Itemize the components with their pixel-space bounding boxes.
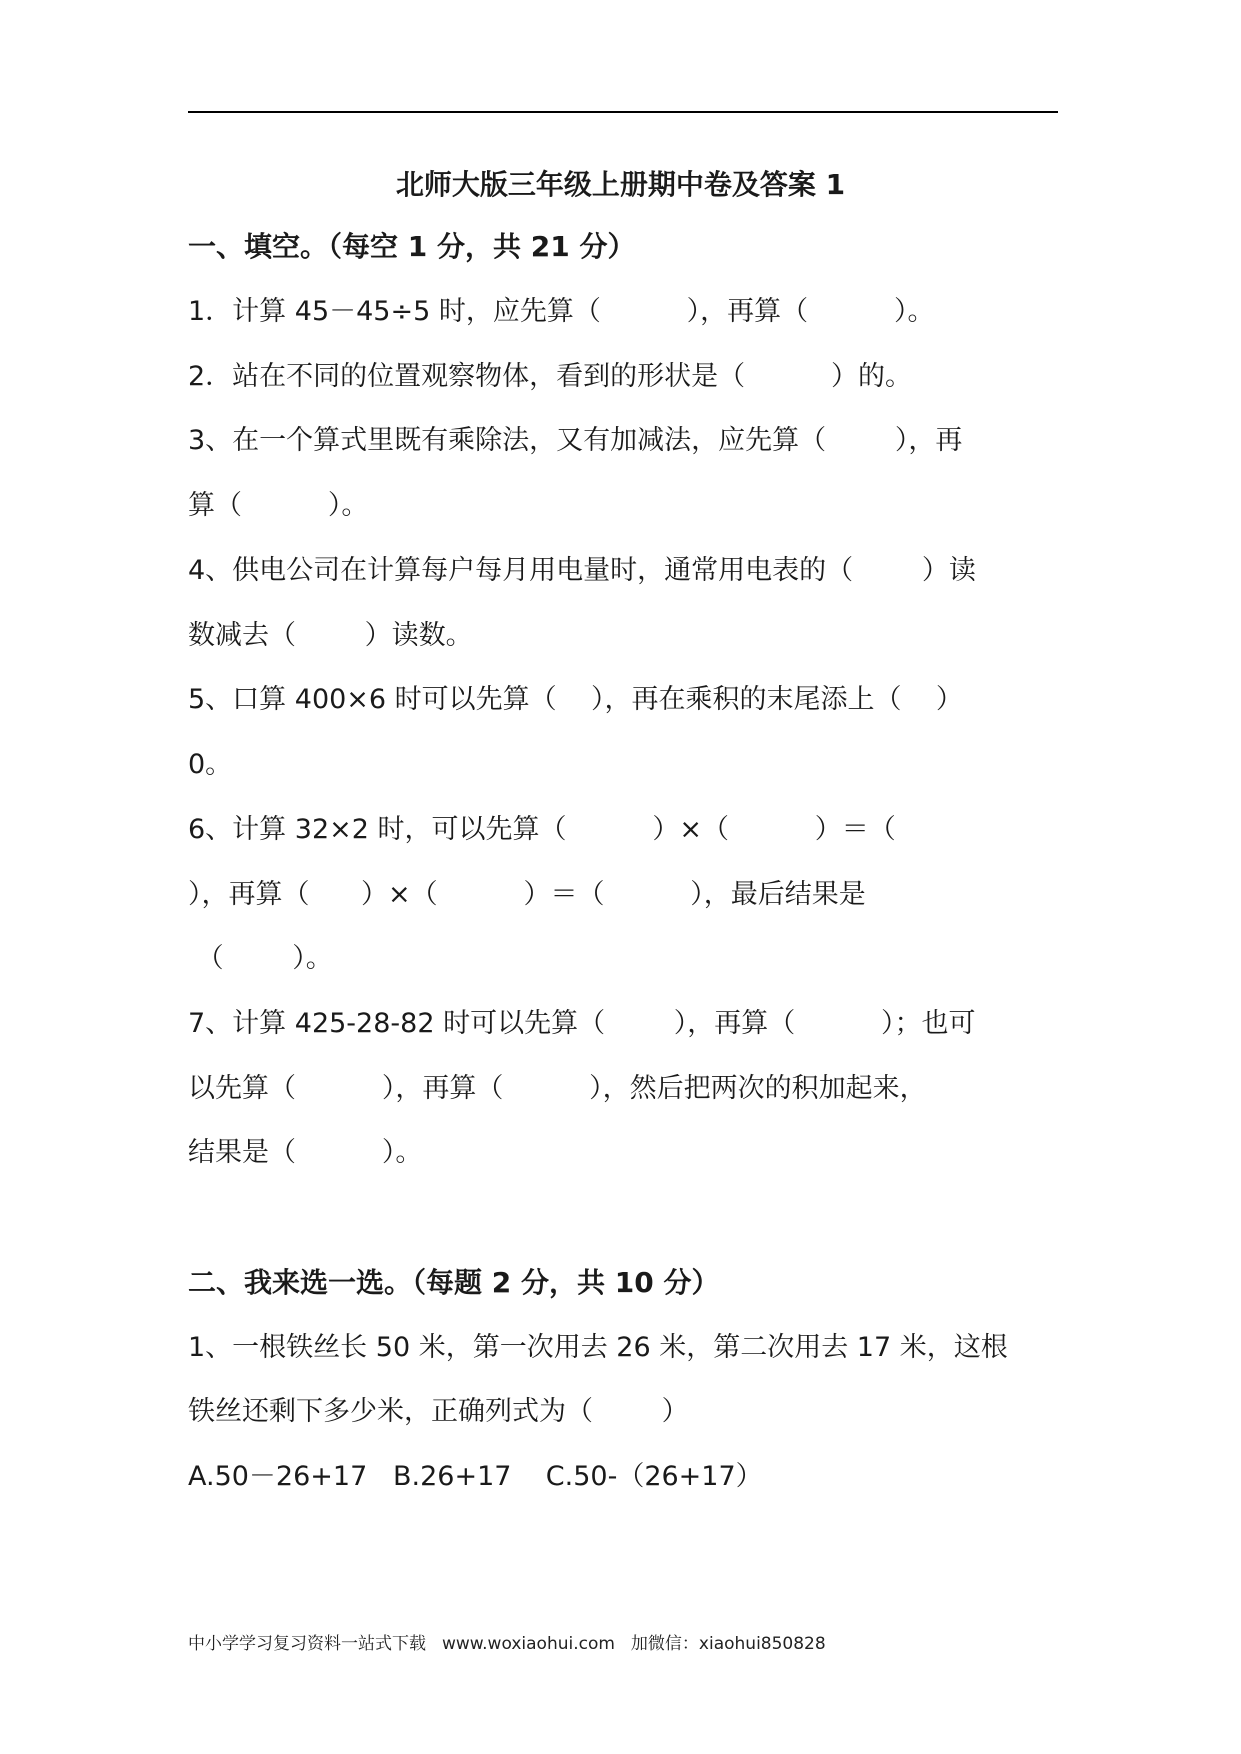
question-line: 2．站在不同的位置观察物体，看到的形状是（ ）的。: [188, 361, 913, 392]
question-line: 以先算（ ），再算（ ），然后把两次的积加起来，: [188, 1073, 927, 1104]
question-line: 1、一根铁丝长 50 米，第一次用去 26 米，第二次用去 17 米，这根: [188, 1332, 1008, 1363]
question-line: 3、在一个算式里既有乘除法，又有加减法，应先算（ ），再: [188, 425, 963, 456]
question-line: 数减去（ ）读数。: [188, 620, 473, 651]
question-line: 5、口算 400×6 时可以先算（ ），再在乘积的末尾添上（ ）: [188, 684, 963, 715]
question-line: （ ）。: [188, 943, 333, 974]
question-line: 1．计算 45－45÷5 时，应先算（ ），再算（ ）。: [188, 296, 935, 327]
document-title: 北师大版三年级上册期中卷及答案 1: [395, 168, 846, 201]
footer-site-text: 中小学学习复习资料一站式下载: [188, 1634, 426, 1654]
question-line: ），再算（ ）×（ ）＝（ ），最后结果是: [188, 879, 866, 910]
section-2-heading: 二、我来选一选。（每题 2 分，共 10 分）: [188, 1266, 720, 1299]
question-line: 结果是（ ）。: [188, 1137, 423, 1168]
page-footer: [188, 1631, 842, 1657]
question-line: 铁丝还剩下多少米，正确列式为（ ）: [188, 1396, 689, 1427]
footer-wechat: 加微信：xiaohui850828: [630, 1634, 826, 1654]
question-line: 算（ ）。: [188, 490, 369, 521]
question-line: 4、供电公司在计算每户每月用电量时，通常用电表的（ ）读: [188, 555, 976, 586]
question-line: 7、计算 425-28-82 时可以先算（ ），再算（ ）；也可: [188, 1008, 976, 1039]
header-rule: [188, 111, 1058, 113]
footer-url[interactable]: www.woxiaohui.com: [442, 1634, 615, 1654]
section-1-heading: 一、填空。（每空 1 分，共 21 分）: [188, 230, 636, 263]
question-line: 6、计算 32×2 时，可以先算（ ）×（ ）＝（: [188, 814, 896, 845]
choice-options: A.50－26+17 B.26+17 C.50-（26+17）: [188, 1461, 763, 1492]
question-line: 0。: [188, 749, 233, 780]
